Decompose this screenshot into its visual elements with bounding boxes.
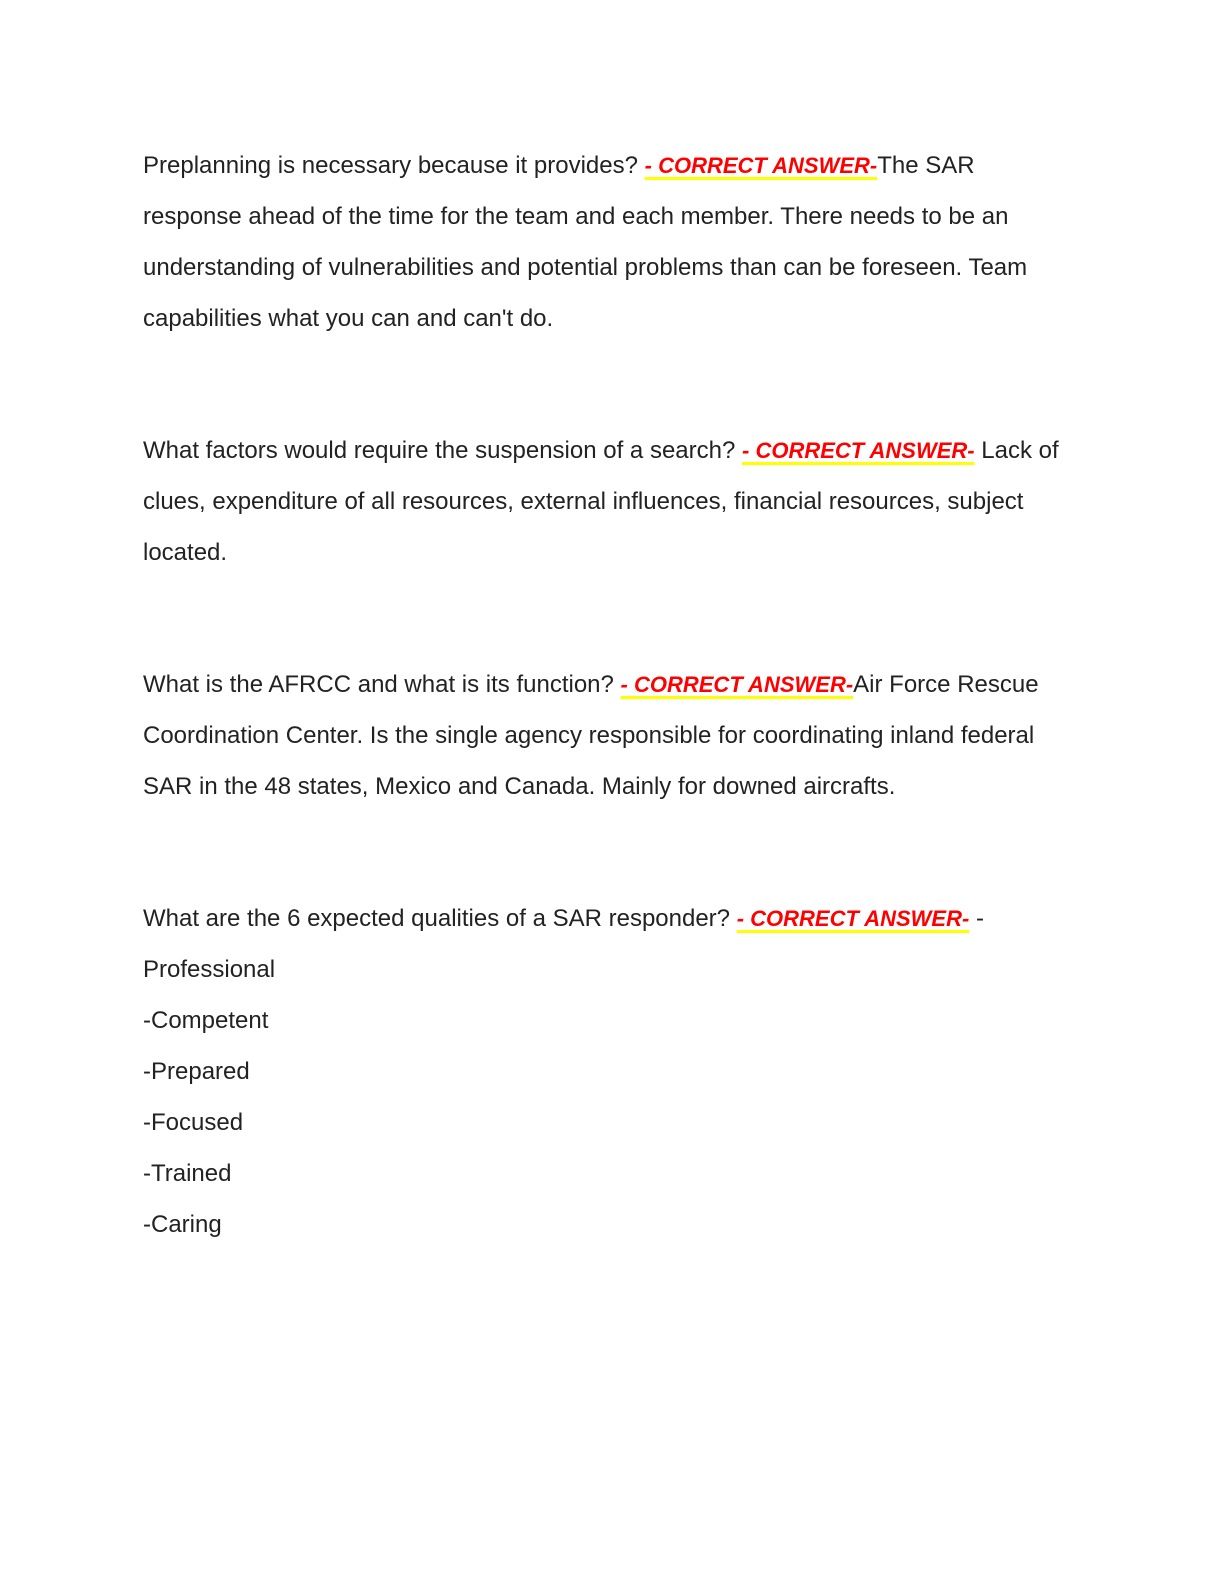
qa-block — [143, 140, 1078, 344]
qa-paragraph — [143, 140, 1078, 344]
qa-paragraph — [143, 425, 1078, 578]
qa-paragraph — [143, 659, 1078, 812]
question-text: Preplanning is necessary because it provides? — [143, 152, 638, 179]
question-text: What factors would require the suspension of a search? — [143, 437, 736, 464]
qa-block — [143, 425, 1078, 578]
correct-answer-marker: - CORRECT ANSWER- — [736, 906, 970, 931]
answer-text: Lack of clues, expenditure of all resources, external influences, financial resources, subject located. — [143, 437, 1059, 566]
list-item: -Caring — [143, 1211, 222, 1238]
question-text: What are the 6 expected qualities of a SAR responder? — [143, 905, 731, 932]
correct-answer-marker: - CORRECT ANSWER- — [742, 438, 975, 463]
question-text: What is the AFRCC and what is its function? — [143, 671, 614, 698]
list-item: -Focused — [143, 1109, 244, 1136]
document-body — [143, 140, 1078, 1250]
correct-answer-marker: - CORRECT ANSWER- — [644, 153, 878, 178]
list-item: -Competent — [143, 1007, 269, 1034]
answer-text: Air Force Rescue Coordination Center. Is the single agency responsible for coordinating inland federal SAR in the 48 states, Mexico and Canada. Mainly for downed aircrafts. — [143, 671, 1039, 800]
answer-text: The SAR response ahead of the time for the team and each member. There needs to be an understanding of vulnerabilities and potential problems than can be foreseen. Team capabilities what you can and can't do. — [143, 152, 1028, 332]
qa-paragraph — [143, 893, 1078, 995]
list-item: -Prepared — [143, 1058, 250, 1085]
qa-block — [143, 893, 1078, 1250]
qa-block — [143, 659, 1078, 812]
list-item: -Trained — [143, 1160, 232, 1187]
answer-text: -Professional — [143, 905, 984, 983]
correct-answer-marker: - CORRECT ANSWER- — [620, 672, 854, 697]
